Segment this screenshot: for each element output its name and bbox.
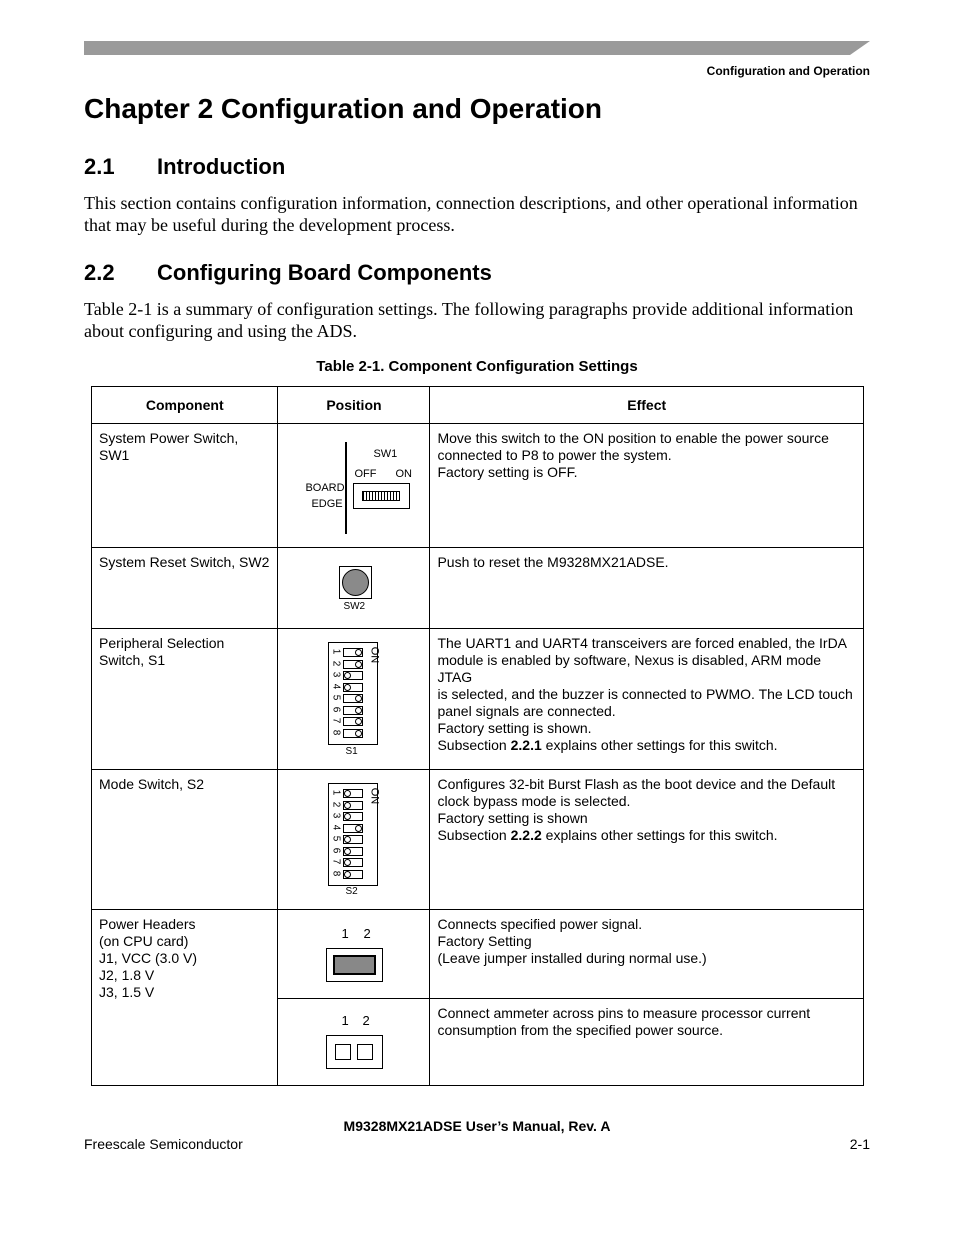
component-cell bbox=[92, 910, 277, 1001]
section-title: Introduction bbox=[157, 154, 286, 179]
dip-position-number: 3 bbox=[330, 671, 342, 678]
subsection-ref-line bbox=[437, 737, 856, 754]
dip-switch-s2-icon bbox=[328, 783, 381, 886]
position-cell bbox=[278, 770, 430, 910]
dip-position-number: 5 bbox=[330, 835, 342, 842]
board-edge-line bbox=[345, 442, 347, 534]
effect-line: Move this switch to the ON position to enable the power source bbox=[437, 430, 829, 446]
dip-label: S1 bbox=[345, 746, 358, 757]
effect-line: The UART1 and UART4 transceivers are forced enabled, the IrDA bbox=[437, 635, 848, 651]
dip-position-number: 5 bbox=[330, 694, 342, 701]
effect-line: Factory Setting bbox=[437, 933, 532, 949]
component-cell: Peripheral Selection Switch, S1 bbox=[99, 635, 225, 668]
dip-position-number: 8 bbox=[330, 729, 342, 735]
effect-line: (Leave jumper installed during normal use.) bbox=[437, 950, 707, 966]
dip-toggle bbox=[343, 717, 363, 726]
dip-position-number: 1 bbox=[330, 789, 342, 796]
edge-label: EDGE bbox=[311, 498, 343, 510]
jumper-installed-icon bbox=[326, 948, 383, 982]
effect-line: Connects specified power signal. bbox=[437, 916, 643, 932]
component-cell: Mode Switch, S2 bbox=[99, 776, 205, 792]
pin-label: 1 bbox=[341, 926, 349, 941]
effect-line: connected to P8 to power the system. bbox=[437, 447, 672, 463]
dip-position-number: 2 bbox=[330, 801, 342, 807]
section-body-2-2: Table 2-1 is a summary of configuration settings. The following paragraphs provide additional information about configuring and using the ADS. bbox=[84, 299, 854, 341]
dip-toggle bbox=[343, 729, 363, 738]
dip-on-label: ON bbox=[368, 787, 381, 805]
table-caption: Table 2-1. Component Configuration Settings bbox=[316, 358, 638, 375]
effect-line: Push to reset the M9328MX21ADSE. bbox=[437, 554, 669, 570]
dip-position-number: 3 bbox=[330, 812, 342, 819]
dip-position-number: 7 bbox=[330, 858, 342, 865]
dip-toggle bbox=[343, 835, 363, 844]
effect-cell bbox=[430, 629, 863, 754]
section-number: 2.2 bbox=[84, 260, 115, 285]
dip-toggle bbox=[343, 847, 363, 856]
running-head: Configuration and Operation bbox=[706, 64, 870, 78]
dip-toggle bbox=[343, 671, 363, 680]
position-cell bbox=[278, 999, 430, 1086]
effect-cell bbox=[430, 999, 863, 1039]
jumper-open-icon bbox=[326, 1035, 383, 1069]
table-row bbox=[92, 548, 864, 629]
table-row bbox=[92, 770, 864, 910]
dip-label: S2 bbox=[345, 886, 358, 897]
dip-toggle bbox=[343, 858, 363, 867]
board-label: BOARD bbox=[305, 482, 345, 494]
effect-line: Factory setting is OFF. bbox=[437, 464, 578, 480]
dip-position-number: 8 bbox=[330, 870, 342, 876]
footer-company: Freescale Semiconductor bbox=[84, 1136, 243, 1152]
table-row bbox=[92, 424, 864, 548]
on-label: ON bbox=[395, 468, 412, 480]
effect-line: consumption from the specified power source. bbox=[437, 1022, 724, 1038]
effect-cell bbox=[430, 424, 863, 481]
dip-position-number: 7 bbox=[330, 717, 342, 724]
dip-position-number: 4 bbox=[330, 683, 342, 689]
page-number: 2-1 bbox=[849, 1136, 870, 1152]
dip-toggle bbox=[343, 683, 363, 692]
header-bar bbox=[84, 41, 870, 55]
effect-cell bbox=[430, 770, 863, 844]
effect-line: Configures 32-bit Burst Flash as the boot device and the Default bbox=[437, 776, 836, 792]
table-row bbox=[92, 629, 864, 770]
effect-line: module is enabled by software, Nexus is disabled, ARM mode JTAG bbox=[437, 652, 822, 685]
position-cell bbox=[278, 424, 430, 548]
header-component: Component bbox=[92, 387, 278, 424]
section-body-2-1: This section contains configuration information, connection descriptions, and other operational information that may be useful during the development process. bbox=[84, 193, 858, 235]
subsection-pre: Subsection bbox=[437, 827, 511, 843]
component-cell: System Reset Switch, SW2 bbox=[99, 554, 270, 570]
component-line: J3, 1.5 V bbox=[99, 984, 155, 1000]
dip-toggle bbox=[343, 648, 363, 657]
effect-line: Connect ammeter across pins to measure processor current bbox=[437, 1005, 811, 1021]
dip-toggle bbox=[343, 694, 363, 703]
pin-label: 2 bbox=[363, 926, 371, 941]
subsection-post: explains other settings for this switch. bbox=[541, 737, 778, 753]
header-effect: Effect bbox=[430, 387, 864, 424]
subsection-link[interactable]: 2.2.2 bbox=[510, 827, 542, 843]
component-line: J1, VCC (3.0 V) bbox=[99, 950, 198, 966]
section-heading-2-2 bbox=[84, 260, 492, 286]
dip-toggle bbox=[343, 801, 363, 810]
dip-position-number: 4 bbox=[330, 824, 342, 830]
dip-toggle bbox=[343, 706, 363, 715]
pin-label: 1 bbox=[341, 1013, 349, 1028]
subsection-post: explains other settings for this switch. bbox=[541, 827, 778, 843]
dip-toggle bbox=[343, 870, 363, 879]
component-line: (on CPU card) bbox=[99, 933, 189, 949]
component-line: Power Headers bbox=[99, 916, 196, 932]
effect-line: Factory setting is shown. bbox=[437, 720, 592, 736]
subsection-ref-line bbox=[437, 827, 856, 844]
table-row bbox=[92, 910, 864, 999]
effect-line: Factory setting is shown bbox=[437, 810, 588, 826]
reset-button-icon bbox=[339, 566, 372, 599]
button-label: SW2 bbox=[343, 601, 366, 612]
dip-toggle bbox=[343, 824, 363, 833]
dip-toggle bbox=[343, 812, 363, 821]
off-label: OFF bbox=[354, 468, 377, 480]
dip-switch-s1-icon bbox=[328, 642, 381, 745]
component-line: J2, 1.8 V bbox=[99, 967, 155, 983]
switch-label: SW1 bbox=[373, 448, 398, 460]
position-cell bbox=[278, 548, 430, 629]
dip-toggle bbox=[343, 660, 363, 669]
footer-title: M9328MX21ADSE User’s Manual, Rev. A bbox=[343, 1118, 611, 1134]
config-table bbox=[91, 386, 864, 1086]
subsection-pre: Subsection bbox=[437, 737, 511, 753]
section-heading-2-1 bbox=[84, 154, 285, 180]
section-number: 2.1 bbox=[84, 154, 115, 179]
dip-position-number: 1 bbox=[330, 648, 342, 655]
effect-cell bbox=[430, 548, 863, 571]
table-header-row bbox=[92, 387, 864, 424]
header-position: Position bbox=[278, 387, 430, 424]
effect-cell bbox=[430, 910, 863, 967]
section-title: Configuring Board Components bbox=[157, 260, 492, 285]
dip-position-number: 6 bbox=[330, 847, 342, 853]
effect-line: clock bypass mode is selected. bbox=[437, 793, 631, 809]
effect-line: is selected, and the buzzer is connected to PWMO. The LCD touch bbox=[437, 686, 853, 702]
dip-toggle bbox=[343, 789, 363, 798]
dip-position-number: 6 bbox=[330, 706, 342, 712]
effect-line: panel signals are connected. bbox=[437, 703, 616, 719]
position-cell bbox=[278, 910, 430, 999]
pin-label: 2 bbox=[362, 1013, 370, 1028]
slide-switch-icon bbox=[353, 483, 410, 509]
component-cell: System Power Switch, SW1 bbox=[99, 430, 239, 463]
dip-on-label: ON bbox=[368, 646, 381, 664]
dip-position-number: 2 bbox=[330, 660, 342, 666]
position-cell bbox=[278, 629, 430, 770]
chapter-title: Chapter 2 Configuration and Operation bbox=[84, 93, 603, 124]
subsection-link[interactable]: 2.2.1 bbox=[510, 737, 542, 753]
